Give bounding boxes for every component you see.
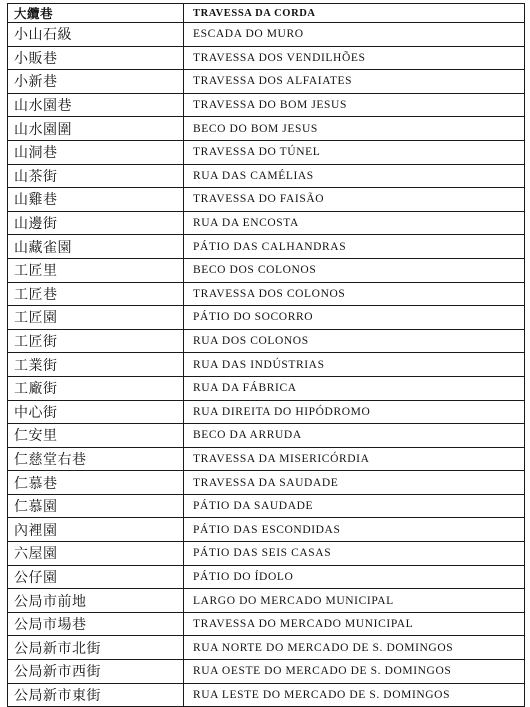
portuguese-name-cell: TRAVESSA DA SAUDADE (184, 471, 525, 495)
portuguese-name-cell: TRAVESSA DO BOM JESUS (184, 93, 525, 117)
portuguese-name-cell: TRAVESSA DO MERCADO MUNICIPAL (184, 612, 525, 636)
portuguese-name-cell: PÁTIO DAS SEIS CASAS (184, 542, 525, 566)
table-row (8, 70, 525, 94)
portuguese-name-cell: BECO DOS COLONOS (184, 258, 525, 282)
table-row (8, 565, 525, 589)
table-row (8, 400, 525, 424)
chinese-name-cell: 小山石級 (8, 23, 184, 47)
chinese-name-cell: 仁安里 (8, 424, 184, 448)
portuguese-name-cell: RUA OESTE DO MERCADO DE S. DOMINGOS (184, 660, 525, 684)
chinese-name-cell: 公局新市西街 (8, 660, 184, 684)
table-row (8, 93, 525, 117)
portuguese-name-cell: RUA DOS COLONOS (184, 329, 525, 353)
chinese-name-cell: 工廠街 (8, 376, 184, 400)
table-row (8, 494, 525, 518)
portuguese-name-cell: TRAVESSA DO FAISÃO (184, 188, 525, 212)
chinese-name-cell: 公局新市北街 (8, 636, 184, 660)
chinese-name-cell: 山洞巷 (8, 140, 184, 164)
chinese-name-cell: 公局市前地 (8, 589, 184, 613)
chinese-name-cell: 山雞巷 (8, 188, 184, 212)
table-header-row (8, 4, 525, 23)
table-row (8, 258, 525, 282)
portuguese-name-cell: TRAVESSA DA MISERICÓRDIA (184, 447, 525, 471)
portuguese-name-cell: RUA DA FÁBRICA (184, 376, 525, 400)
portuguese-name-cell: TRAVESSA DOS COLONOS (184, 282, 525, 306)
portuguese-name-cell: BECO DA ARRUDA (184, 424, 525, 448)
table-row (8, 636, 525, 660)
street-name-table (7, 3, 525, 707)
portuguese-name-cell: PÁTIO DO SOCORRO (184, 306, 525, 330)
chinese-name-cell: 小新巷 (8, 70, 184, 94)
table-row (8, 518, 525, 542)
chinese-name-cell: 山水園圍 (8, 117, 184, 141)
table-row (8, 211, 525, 235)
table-row (8, 424, 525, 448)
portuguese-name-cell: RUA LESTE DO MERCADO DE S. DOMINGOS (184, 683, 525, 707)
portuguese-name-cell: PÁTIO DO ÍDOLO (184, 565, 525, 589)
table-row (8, 683, 525, 707)
table-row (8, 376, 525, 400)
chinese-name-cell: 工匠巷 (8, 282, 184, 306)
portuguese-name-cell: TRAVESSA DOS ALFAIATES (184, 70, 525, 94)
table-row (8, 188, 525, 212)
street-name-table-body (8, 4, 525, 707)
portuguese-name-cell: ESCADA DO MURO (184, 23, 525, 47)
chinese-name-cell: 山茶街 (8, 164, 184, 188)
table-row (8, 329, 525, 353)
chinese-name-cell: 工業街 (8, 353, 184, 377)
portuguese-name-cell: BECO DO BOM JESUS (184, 117, 525, 141)
chinese-name-cell: 仁慕巷 (8, 471, 184, 495)
chinese-name-cell: 工匠里 (8, 258, 184, 282)
table-row (8, 612, 525, 636)
portuguese-name-cell: PÁTIO DAS CALHANDRAS (184, 235, 525, 259)
portuguese-name-cell: LARGO DO MERCADO MUNICIPAL (184, 589, 525, 613)
portuguese-name-cell: RUA DAS INDÚSTRIAS (184, 353, 525, 377)
portuguese-name-cell: TRAVESSA DOS VENDILHÕES (184, 46, 525, 70)
table-row (8, 660, 525, 684)
chinese-name-cell: 山水園巷 (8, 93, 184, 117)
chinese-name-cell: 公仔園 (8, 565, 184, 589)
chinese-name-cell: 中心街 (8, 400, 184, 424)
portuguese-name-cell: PÁTIO DAS ESCONDIDAS (184, 518, 525, 542)
table-row (8, 353, 525, 377)
table-row (8, 164, 525, 188)
table-row (8, 23, 525, 47)
chinese-name-cell: 內裡園 (8, 518, 184, 542)
table-row (8, 542, 525, 566)
portuguese-name-cell: PÁTIO DA SAUDADE (184, 494, 525, 518)
portuguese-name-cell: TRAVESSA DO TÚNEL (184, 140, 525, 164)
portuguese-name-cell: RUA NORTE DO MERCADO DE S. DOMINGOS (184, 636, 525, 660)
chinese-name-cell: 大纜巷 (8, 4, 184, 23)
table-row (8, 140, 525, 164)
portuguese-name-cell: TRAVESSA DA CORDA (184, 4, 525, 23)
chinese-name-cell: 工匠園 (8, 306, 184, 330)
chinese-name-cell: 小販巷 (8, 46, 184, 70)
chinese-name-cell: 工匠街 (8, 329, 184, 353)
portuguese-name-cell: RUA DA ENCOSTA (184, 211, 525, 235)
chinese-name-cell: 山藏雀園 (8, 235, 184, 259)
chinese-name-cell: 六屋園 (8, 542, 184, 566)
chinese-name-cell: 公局新市東街 (8, 683, 184, 707)
portuguese-name-cell: RUA DAS CAMÉLIAS (184, 164, 525, 188)
table-row (8, 589, 525, 613)
chinese-name-cell: 山邊街 (8, 211, 184, 235)
table-row (8, 117, 525, 141)
table-row (8, 447, 525, 471)
table-row (8, 46, 525, 70)
table-row (8, 235, 525, 259)
portuguese-name-cell: RUA DIREITA DO HIPÓDROMO (184, 400, 525, 424)
chinese-name-cell: 仁慕園 (8, 494, 184, 518)
table-row (8, 306, 525, 330)
table-row (8, 471, 525, 495)
chinese-name-cell: 仁慈堂右巷 (8, 447, 184, 471)
table-row (8, 282, 525, 306)
chinese-name-cell: 公局市場巷 (8, 612, 184, 636)
